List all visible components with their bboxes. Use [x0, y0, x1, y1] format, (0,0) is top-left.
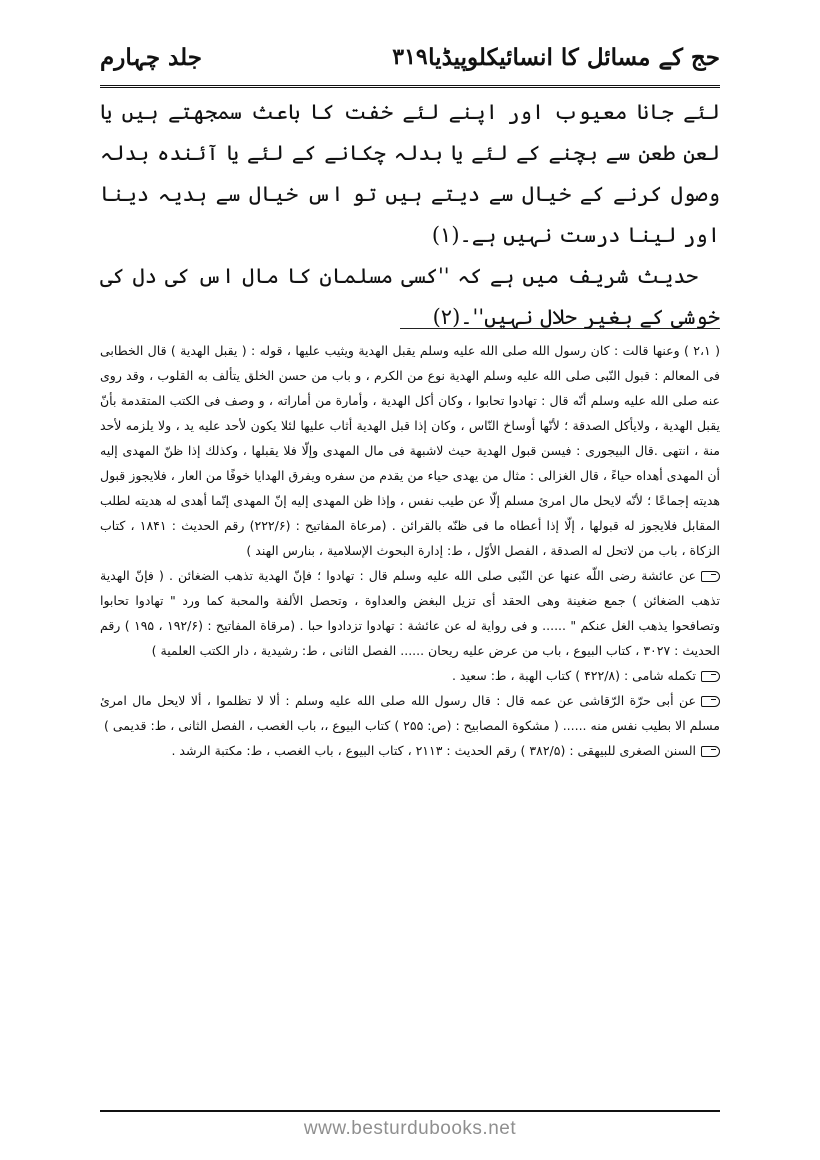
footnote-divider — [400, 328, 720, 329]
main-paragraph: لئے جانا معیوب اور اپنے لئے خفت کا باعث سمجھتے ہیں یا لعن طعن سے بچنے کے لئے یا بدلہ چکانے کے لئے یا آئندہ بدلہ وصول کرنے کے خیال سے دیتے ہیں تو اس خیال سے ہدیہ دینا اور لینا درست نہیں ہے۔(۱) — [100, 100, 720, 247]
footnote-text: ( ۲،۱ ) وعنها قالت : كان رسول الله صلى الله عليه وسلم يقبل الهدية ويثيب عليها ، قوله : ( يقبل الهدية ) قال الخطابى فى المعالم : قبول النّبى صلى الله عليه وسلم الهدية نوع من الكرم ، و باب من حسن الخلق يتألف به القلوب ، وقد روى عنه صلى الله عليه وسلم أنّه قال : تهادوا تحابوا ، وكان أكل الهدية ، وأمارة من أماراته ، و وصف فى الكتب المتقدمة بأنّ يقبل الهدية ، ولايأكل الصدقة ؛ لأنّها أوساخ النّاس ، وكان إذا قبل الهدية أثاب عليها لئلا يكون لأحد عليه يد ، ولا يلزمه لأحد منة ، انتهى .قال البيجورى : فيسن قبول الهدية حيث لاشبهة فى مال المهدى وإلّا فلا يقبلها ، وكذلك إذا ظنّ المهدى إليه أن المهدى أهداه حياءً ، قال الغزالى : مثال من يهدى حياء من يقدم من سفره ويفرق الهدايا خوفًا من العار ، فلايجوز قبول هديته إجماعًا ؛ لأنّه لايحل مال امرئ مسلم إلّا عن طيب نفس ، وإذا ظن المهدى إليه إنّ المهدى إنّما أهدى له هديته لطلب المقابل فلايجوز له قبولها ، إلّا إذا أعطاه ما فى ظنّه بالقرائن . (مرعاة المفاتيح : (۲۲۲/۶) رقم الحديث : ۱۸۴۱ ، كتاب الزكاة ، باب من لاتحل له الصدقة ، الفصل الأوّل ، ط: إدارة البحوث الإسلامية ، بنارس الهند ) — [100, 343, 721, 558]
page-number: ۳۱۹ — [392, 44, 428, 70]
footnote — [100, 688, 720, 738]
footer-divider — [100, 1110, 720, 1112]
page-header — [100, 40, 720, 84]
footnote — [100, 738, 720, 763]
pointing-hand-icon — [701, 696, 720, 707]
footnote-text: السنن الصغرى للبيهقى : (۳۸۲/۵ ) رقم الحديث : ۲۱۱۳ ، كتاب البيوع ، باب الغصب ، ط: مكتبة الرشد . — [171, 743, 696, 758]
footnotes — [100, 338, 720, 763]
main-text — [100, 92, 720, 338]
main-paragraph: حدیث شریف میں ہے کہ ''کسی مسلمان کا مال اس کی دل کی خوشی کے بغیر حلال نہیں''۔(۲) — [100, 264, 720, 329]
pointing-hand-icon — [701, 671, 720, 682]
footnote — [100, 338, 720, 563]
book-title: حج کے مسائل کا انسائیکلوپیڈیا — [428, 44, 720, 71]
header-divider — [100, 85, 720, 88]
footnote-text: تكمله شامى : (۴۲۲/۸ ) كتاب الهبة ، ط: سعيد . — [451, 668, 696, 683]
footnote-text: عن عائشة رضى اللّه عنها عن النّبى صلى الله عليه وسلم قال : تهادوا ؛ فإنّ الهدية تذهب الضغائن . ( فإنّ الهدية تذهب الضغائن ) جمع ضغينة وهى الحقد أى تزيل البغض والعداوة ، وتحصل الألفة والمحبة كما ورد " تهادوا تحابوا وتصافحوا يذهب الغل عنكم " ...... و فى رواية له عن عائشة : تهادوا تزدادوا حبا . (مرقاة المفاتيح : (۱۹۲/۶ ، ۱۹۵ ) رقم الحديث : ۳۰۲۷ ، كتاب البيوع ، باب من عرض عليه ريحان ...... الفصل الثانى ، ط: رشيدية ، دار الكتب العلمية ) — [100, 568, 720, 658]
pointing-hand-icon — [701, 746, 720, 757]
volume-label: جلد چہارم — [100, 44, 202, 71]
pointing-hand-icon — [701, 571, 720, 582]
watermark: www.besturdubooks.net — [303, 1118, 517, 1139]
footnote-text: عن أبى حرّة الرّقاشى عن عمه قال : قال رسول الله صلى الله عليه وسلم : ألا لا تظلموا ، ألا لايحل مال امرئ مسلم الا بطيب نفس منه ...... ( مشكوة المصابيح : (ص: ۲۵۵ ) كتاب البيوع ،، باب الغصب ، الفصل الثانى ، ط: قديمى ) — [100, 693, 720, 733]
footnote — [100, 663, 720, 688]
footnote — [100, 563, 720, 663]
